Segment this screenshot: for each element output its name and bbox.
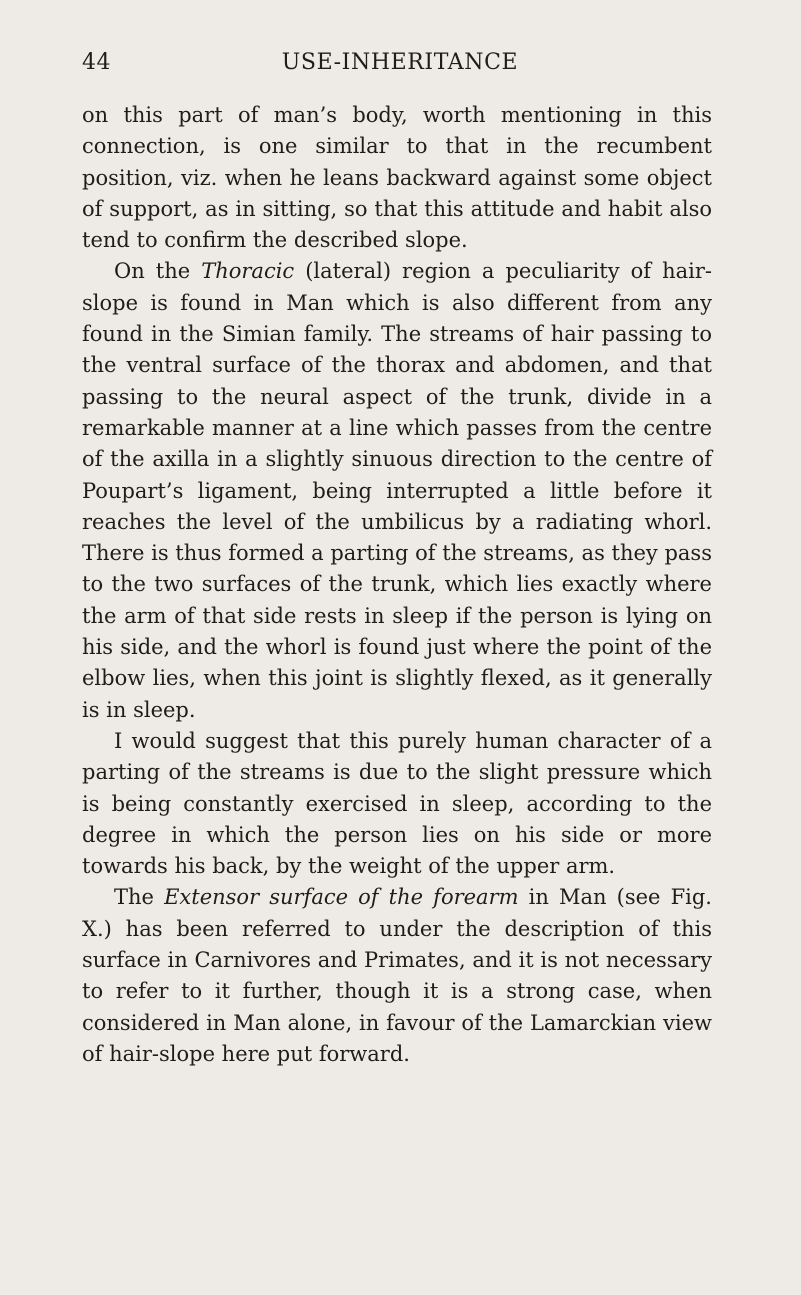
- thoracic-term: Thoracic: [201, 259, 295, 284]
- extensor-surface-term: Extensor surface of the forearm: [164, 885, 519, 910]
- paragraph-1: [82, 100, 712, 256]
- page-number: 44: [82, 50, 111, 75]
- paragraph-4: [82, 882, 712, 1070]
- paragraph-2: [82, 256, 712, 725]
- paragraph-4-text: in Man (see Fig. X.) has been referred to under the description of this surface in Carnivores and Primates, and it is not necessary to refer to it further, though it is a strong case, when considered in Man alone, in favour of the Lamarckian view of hair-slope here put forward.: [82, 885, 712, 1066]
- running-head: [82, 50, 718, 78]
- paragraph-1-text: on this part of man’s body, worth mentioning in this connection, is one similar to that in the recumbent position, viz. when he leans backward against some object of support, as in sitting, so that this attitude and habit also tend to confirm the described slope.: [82, 103, 712, 253]
- paragraph-4-lead: The: [114, 885, 165, 910]
- paragraph-2-lead: On the: [114, 259, 202, 284]
- body-text: [82, 100, 712, 1070]
- paragraph-2-text: (lateral) region a peculiarity of hair-slope is found in Man which is also different from any found in the Simian family. The streams of hair passing to the ventral surface of the thorax and abdomen, and that passing to the neural aspect of the trunk, divide in a remarkable manner at a line which passes from the centre of the axilla in a slightly sinuous direction to the centre of Poupart’s ligament, being interrupted a little before it reaches the level of the umbilicus by a radiating whorl. There is thus formed a parting of the streams, as they pass to the two surfaces of the trunk, which lies exactly where the arm of that side rests in sleep if the person is lying on his side, and the whorl is found just where the point of the elbow lies, when this joint is slightly flexed, as it generally is in sleep.: [82, 259, 713, 722]
- running-title: USE-INHERITANCE: [281, 50, 519, 75]
- paragraph-3: [82, 726, 712, 882]
- paragraph-3-text: I would suggest that this purely human character of a parting of the streams is due to the slight pressure which is being constantly exercised in sleep, according to the degree in which the person lies on his side or more towards his back, by the weight of the upper arm.: [82, 728, 712, 879]
